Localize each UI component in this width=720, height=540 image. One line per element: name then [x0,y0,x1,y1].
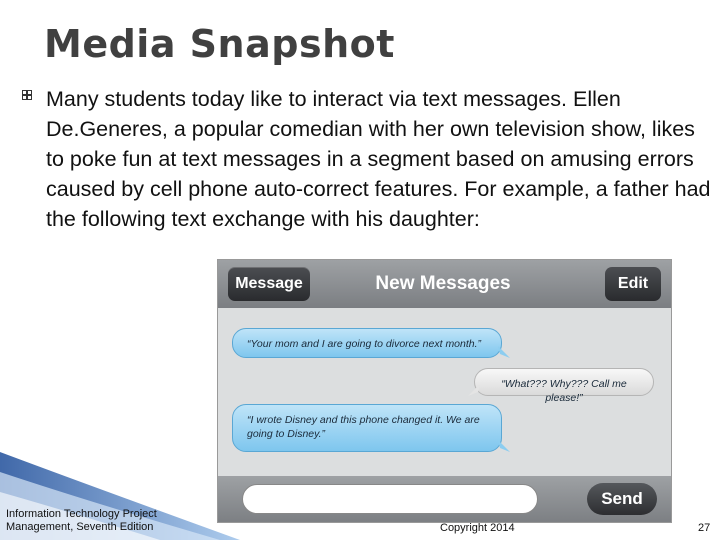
message-bubble-incoming: “Your mom and I are going to divorce next month.” [232,328,502,358]
page-number: 27 [698,522,711,534]
footer-source [6,508,157,534]
slide-title: Media Snapshot [44,22,395,66]
phone-screenshot [217,259,672,523]
message-thread [218,308,671,476]
message-bubble-incoming: “I wrote Disney and this phone changed it. We are going to Disney.” [232,404,502,452]
phone-compose-bar [218,476,671,523]
send-button[interactable]: Send [587,483,657,515]
footer-copyright: Copyright 2014 [440,522,515,534]
bubble-tail-icon [498,346,510,358]
bubble-tail-icon [498,440,510,452]
footer-source-line2: Management, Seventh Edition [6,521,154,533]
slide-body-text: Many students today like to interact via text messages. Ellen De.Generes, a popular comedian with her own television show, likes to poke fun at text messages in a segment based on amusing errors caused by cell phone auto-correct features. For example, a father had the following text exchange with his daughter: [46,87,711,231]
edit-button[interactable]: Edit [605,267,661,301]
footer-source-line1: Information Technology Project [6,508,157,520]
square-bullet-icon [22,90,32,100]
phone-header-bar [218,260,671,308]
phone-title: New Messages [375,273,511,294]
bubble-tail-icon [468,384,480,396]
message-input[interactable] [242,484,538,514]
message-button[interactable]: Message [228,267,310,301]
message-bubble-outgoing: “What??? Why??? Call me please!” [474,368,654,396]
